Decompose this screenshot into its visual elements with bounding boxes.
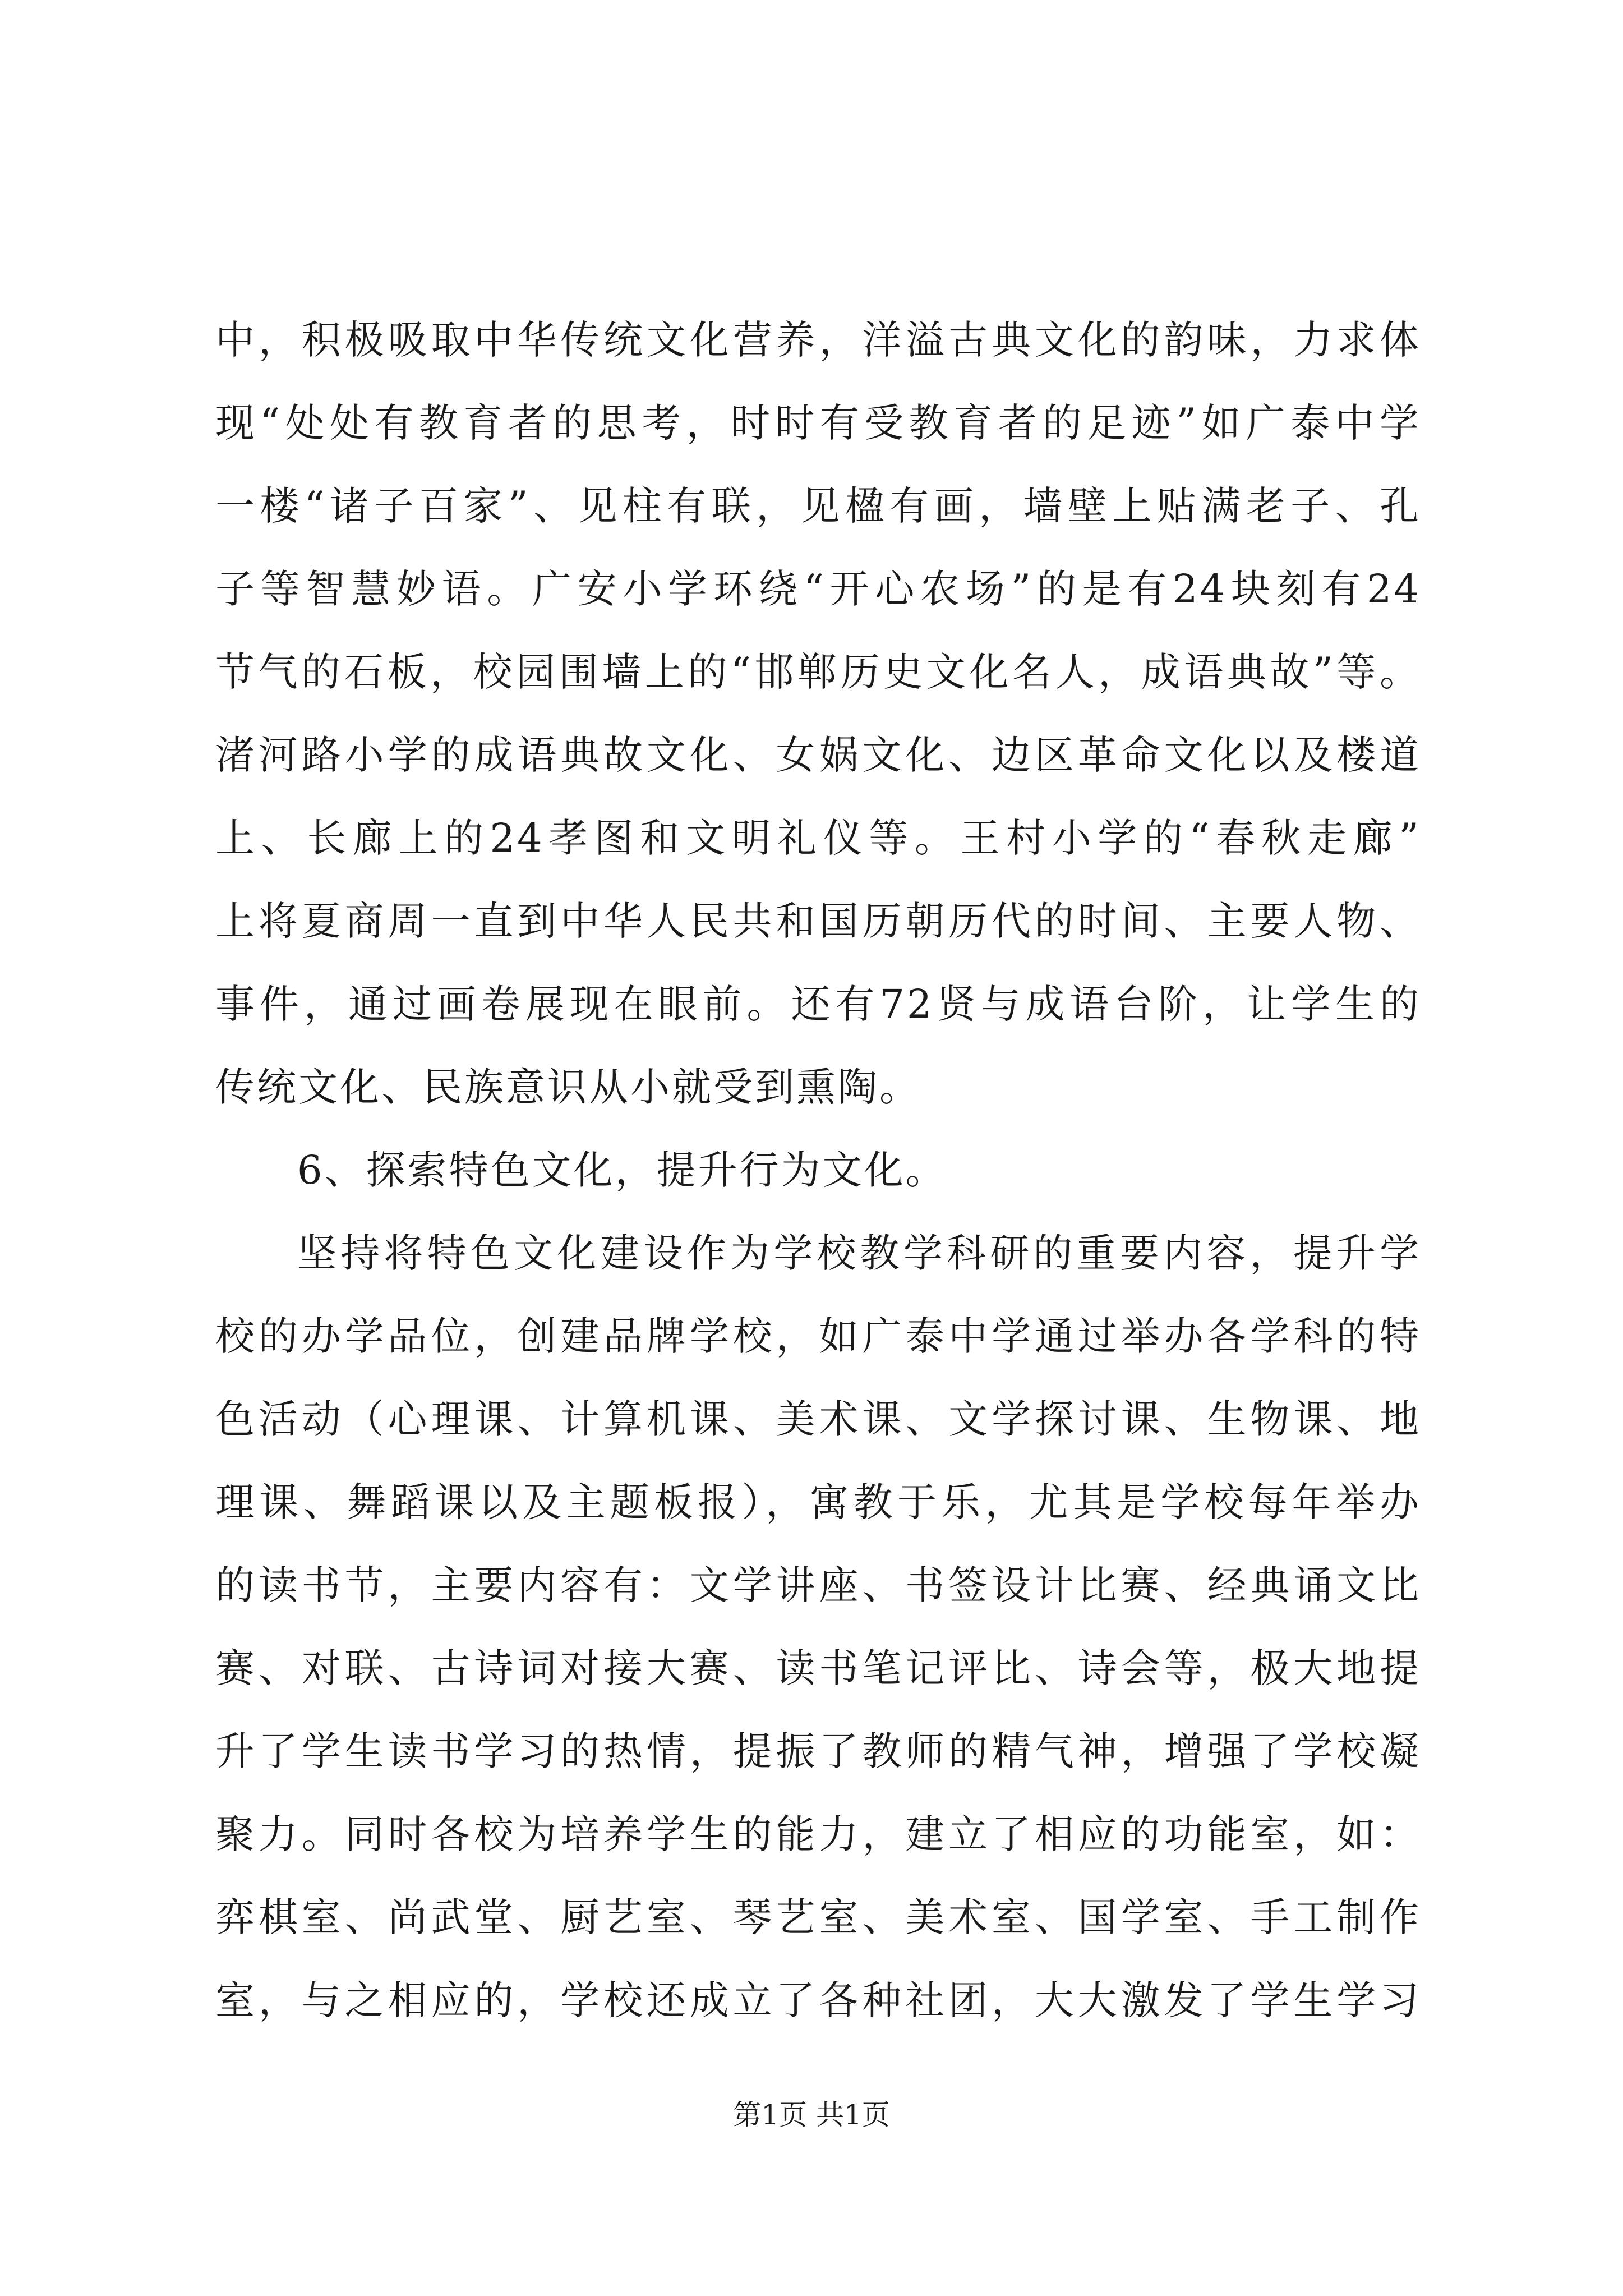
- text-line: 子等智慧妙语。广安小学环绕“开心农场”的是有24块刻有24: [215, 566, 1421, 612]
- body-text: [215, 298, 1421, 2042]
- text-line: 渚河路小学的成语典故文化、女娲文化、边区革命文化以及楼道: [215, 732, 1421, 778]
- text-line: 色活动（心理课、计算机课、美术课、文学探讨课、生物课、地: [215, 1396, 1421, 1442]
- page-number-footer: 第1页 共1页: [733, 2099, 890, 2131]
- section-heading: 6、探索特色文化，提升行为文化。: [297, 1147, 947, 1193]
- text-line: 聚力。同时各校为培养学生的能力，建立了相应的功能室，如：: [215, 1811, 1421, 1857]
- text-line: 中，积极吸取中华传统文化营养，洋溢古典文化的韵味，力求体: [215, 317, 1421, 363]
- text-line: 事件，通过画卷展现在眼前。还有72贤与成语台阶，让学生的: [215, 981, 1421, 1027]
- text-line: 上将夏商周一直到中华人民共和国历朝历代的时间、主要人物、: [215, 898, 1421, 944]
- text-line: 弈棋室、尚武堂、厨艺室、琴艺室、美术室、国学室、手工制作: [215, 1894, 1421, 1940]
- text-line: 传统文化、民族意识从小就受到熏陶。: [215, 1064, 921, 1110]
- text-line: 理课、舞蹈课以及主题板报），寓教于乐，尤其是学校每年举办: [215, 1479, 1421, 1525]
- text-line: 赛、对联、古诗词对接大赛、读书笔记评比、诗会等，极大地提: [215, 1645, 1421, 1691]
- text-line: 室，与之相应的，学校还成立了各种社团，大大激发了学生学习: [215, 1977, 1421, 2023]
- text-line: 的读书节，主要内容有：文学讲座、书签设计比赛、经典诵文比: [215, 1562, 1421, 1608]
- text-line: 坚持将特色文化建设作为学校教学科研的重要内容，提升学: [297, 1230, 1421, 1276]
- text-line: 校的办学品位，创建品牌学校，如广泰中学通过举办各学科的特: [215, 1313, 1421, 1359]
- text-line: 升了学生读书学习的热情，提振了教师的精气神，增强了学校凝: [215, 1728, 1421, 1774]
- text-line: 一楼“诸子百家”、见柱有联，见楹有画，墙壁上贴满老子、孔: [215, 483, 1421, 529]
- text-line: 上、长廊上的24孝图和文明礼仪等。王村小学的“春秋走廊”: [215, 815, 1421, 861]
- text-line: 现“处处有教育者的思考，时时有受教育者的足迹”如广泰中学: [215, 400, 1421, 446]
- text-line: 节气的石板，校园围墙上的“邯郸历史文化名人，成语典故”等。: [215, 649, 1421, 695]
